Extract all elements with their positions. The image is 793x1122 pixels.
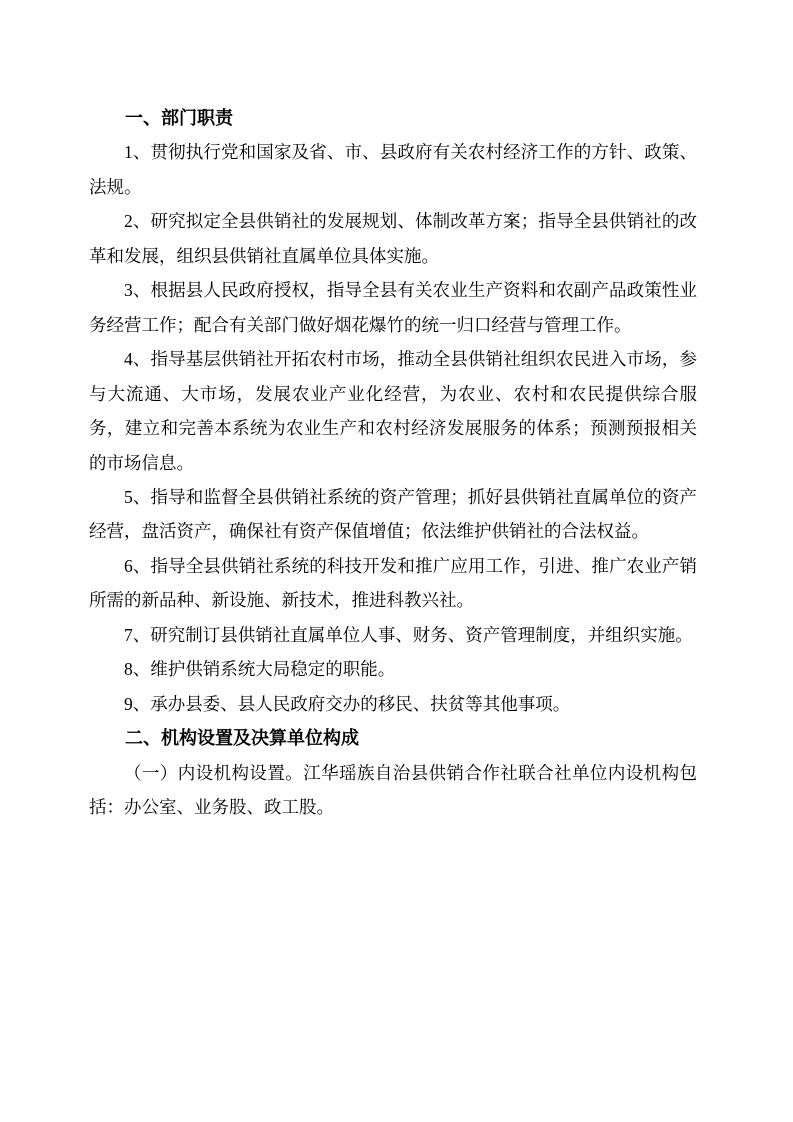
section-heading: 一、部门职责 bbox=[125, 108, 233, 128]
body-paragraph: 5、指导和监督全县供销社系统的资产管理；抓好县供销社直属单位的资产经营，盘活资产，确保社有资产保值增值；依法维护供销社的合法权益。 bbox=[89, 486, 697, 542]
section-heading: 二、机构设置及决算单位构成 bbox=[125, 728, 359, 749]
document-body bbox=[89, 101, 697, 825]
body-paragraph: 2、研究拟定全县供销社的发展规划、体制改革方案；指导全县供销社的改革和发展，组织县供销社直属单位具体实施。 bbox=[89, 211, 697, 266]
body-paragraph: 4、指导基层供销社开拓农村市场，推动全县供销社组织农民进入市场，参与大流通、大市场，发展农业产业化经营，为农业、农村和农民提供综合服务，建立和完善本系统为农业生产和农村经济发展服务的体系；预测预报相关的市场信息。 bbox=[89, 349, 697, 473]
body-paragraph: 3、根据县人民政府授权，指导全县有关农业生产资料和农副产品政策性业务经营工作；配合有关部门做好烟花爆竹的统一归口经营与管理工作。 bbox=[89, 280, 697, 335]
body-paragraph: 6、指导全县供销社系统的科技开发和推广应用工作，引进、推广农业产销所需的新品种、新设施、新技术，推进科教兴社。 bbox=[89, 555, 697, 611]
body-paragraph: 8、维护供销系统大局稳定的职能。 bbox=[124, 659, 396, 680]
body-paragraph: （一）内设机构设置。江华瑶族自治县供销合作社联合社单位内设机构包括：办公室、业务股、政工股。 bbox=[89, 762, 697, 818]
body-paragraph: 9、承办县委、县人民政府交办的移民、扶贫等其他事项。 bbox=[124, 693, 571, 714]
body-paragraph: 7、研究制订县供销社直属单位人事、财务、资产管理制度，并组织实施。 bbox=[124, 624, 693, 645]
body-paragraph: 1、贯彻执行党和国家及省、市、县政府有关农村经济工作的方针、政策、法规。 bbox=[89, 142, 697, 197]
